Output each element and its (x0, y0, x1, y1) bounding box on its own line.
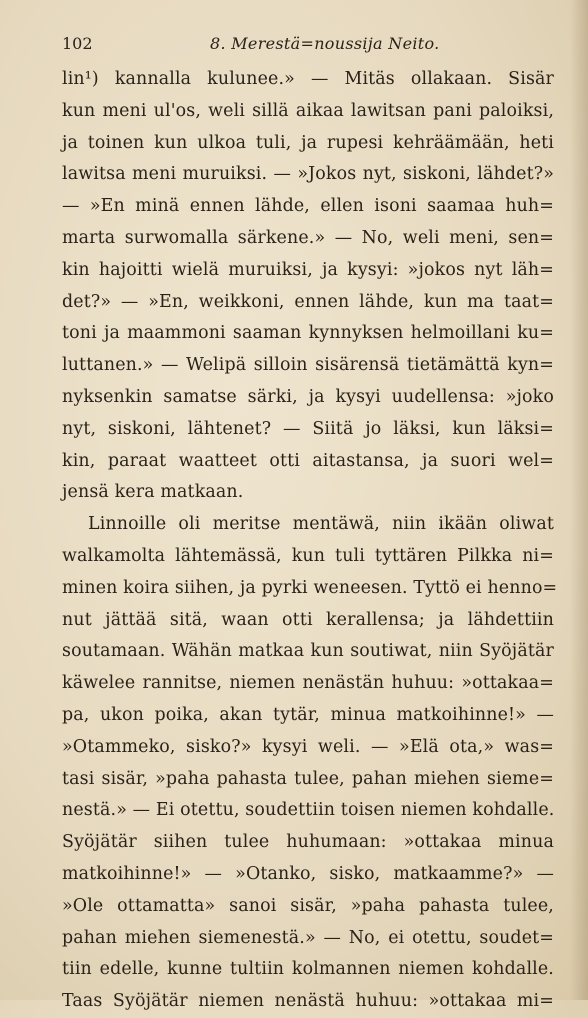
text-line: lin¹) kannalla kulunee.» — Mitäs ollakaan. Sisär (62, 69, 554, 89)
text-line: pa, ukon poika, akan tytär, minua matkoihinne!» — (62, 704, 554, 725)
body-text (62, 64, 558, 1018)
text-line: toni ja maammoni saaman kynnyksen helmoillani ku= (62, 323, 554, 344)
text-line: tasi sisär, »paha pahasta tulee, pahan miehen sieme= (62, 768, 554, 789)
text-line: nestä.» — Ei otettu, soudettiin toisen niemen kohdalle. (62, 800, 555, 821)
text-line: ja toinen kun ulkoa tuli, ja rupesi kehräämään, heti (62, 132, 554, 153)
text-line: luttanen.» — Welipä silloin sisärensä tietämättä kyn= (62, 355, 554, 376)
text-line: kun meni ul'os, weli sillä aikaa lawitsan pani paloiksi, (62, 100, 554, 121)
text-line: »Otammeko, sisko?» kysyi weli. — »Elä ota,» was= (62, 736, 554, 757)
paragraph-2 (62, 509, 558, 1018)
text-line: nyt, siskoni, lähtenet? — Siitä jo läksi, kun läksi= (62, 418, 554, 439)
text-line: nut jättää sitä, waan otti kerallensa; ja lähdettiin (62, 609, 554, 630)
text-line: minen koira siihen, ja pyrki weneesen. Tyttö ei henno= (62, 577, 558, 598)
text-line: »Ole ottamatta» sanoi sisär, »paha pahasta tulee, (62, 895, 554, 916)
text-line: nyksenkin samatse särki, ja kysyi uudellensa: »joko (62, 386, 554, 407)
text-line: Taas Syöjätär niemen nenästä huhuu: »ottakaa mi= (62, 991, 554, 1012)
text-line: kin, paraat waatteet otti aitastansa, ja suori wel= (62, 450, 554, 471)
running-title: 8. Merestä=noussija Neito. (210, 34, 440, 53)
page-header (62, 34, 552, 60)
text-line: — »En minä ennen lähde, ellen isoni saamaa huh= (62, 196, 554, 217)
text-line: jensä kera matkaan. (62, 482, 244, 503)
text-line: Syöjätär siihen tulee huhumaan: »ottakaa minua (62, 832, 554, 853)
paragraph-1 (62, 64, 554, 509)
text-line: walkamolta lähtemässä, kun tuli tyttären Pilkka ni= (62, 545, 554, 566)
text-line: det?» — »En, weikkoni, ennen lähde, kun ma taat= (62, 291, 554, 312)
text-line: matkoihinne!» — »Otanko, sisko, matkaamme?» — (62, 863, 554, 884)
page-number: 102 (62, 34, 93, 53)
text-line: Linnoille oli meritse mentäwä, niin ikään oliwat (88, 514, 554, 535)
text-line: lawitsa meni muruiksi. — »Jokos nyt, siskoni, lähdet?» (62, 164, 554, 185)
text-line: marta surwomalla särkene.» — No, weli meni, sen= (62, 227, 554, 248)
text-line: pahan miehen siemenestä.» — No, ei otettu, soudet= (62, 927, 554, 948)
text-line: soutamaan. Wähän matkaa kun soutiwat, niin Syöjätär (62, 641, 554, 662)
page-edge-shadow (570, 0, 588, 1000)
text-line: kin hajoitti wielä muruiksi, ja kysyi: »jokos nyt läh= (62, 259, 554, 280)
text-line: käwelee rannitse, niemen nenästän huhuu: »ottakaa= (62, 673, 554, 694)
text-line: tiin edelle, kunne tultiin kolmannen niemen kohdalle. (62, 959, 554, 980)
